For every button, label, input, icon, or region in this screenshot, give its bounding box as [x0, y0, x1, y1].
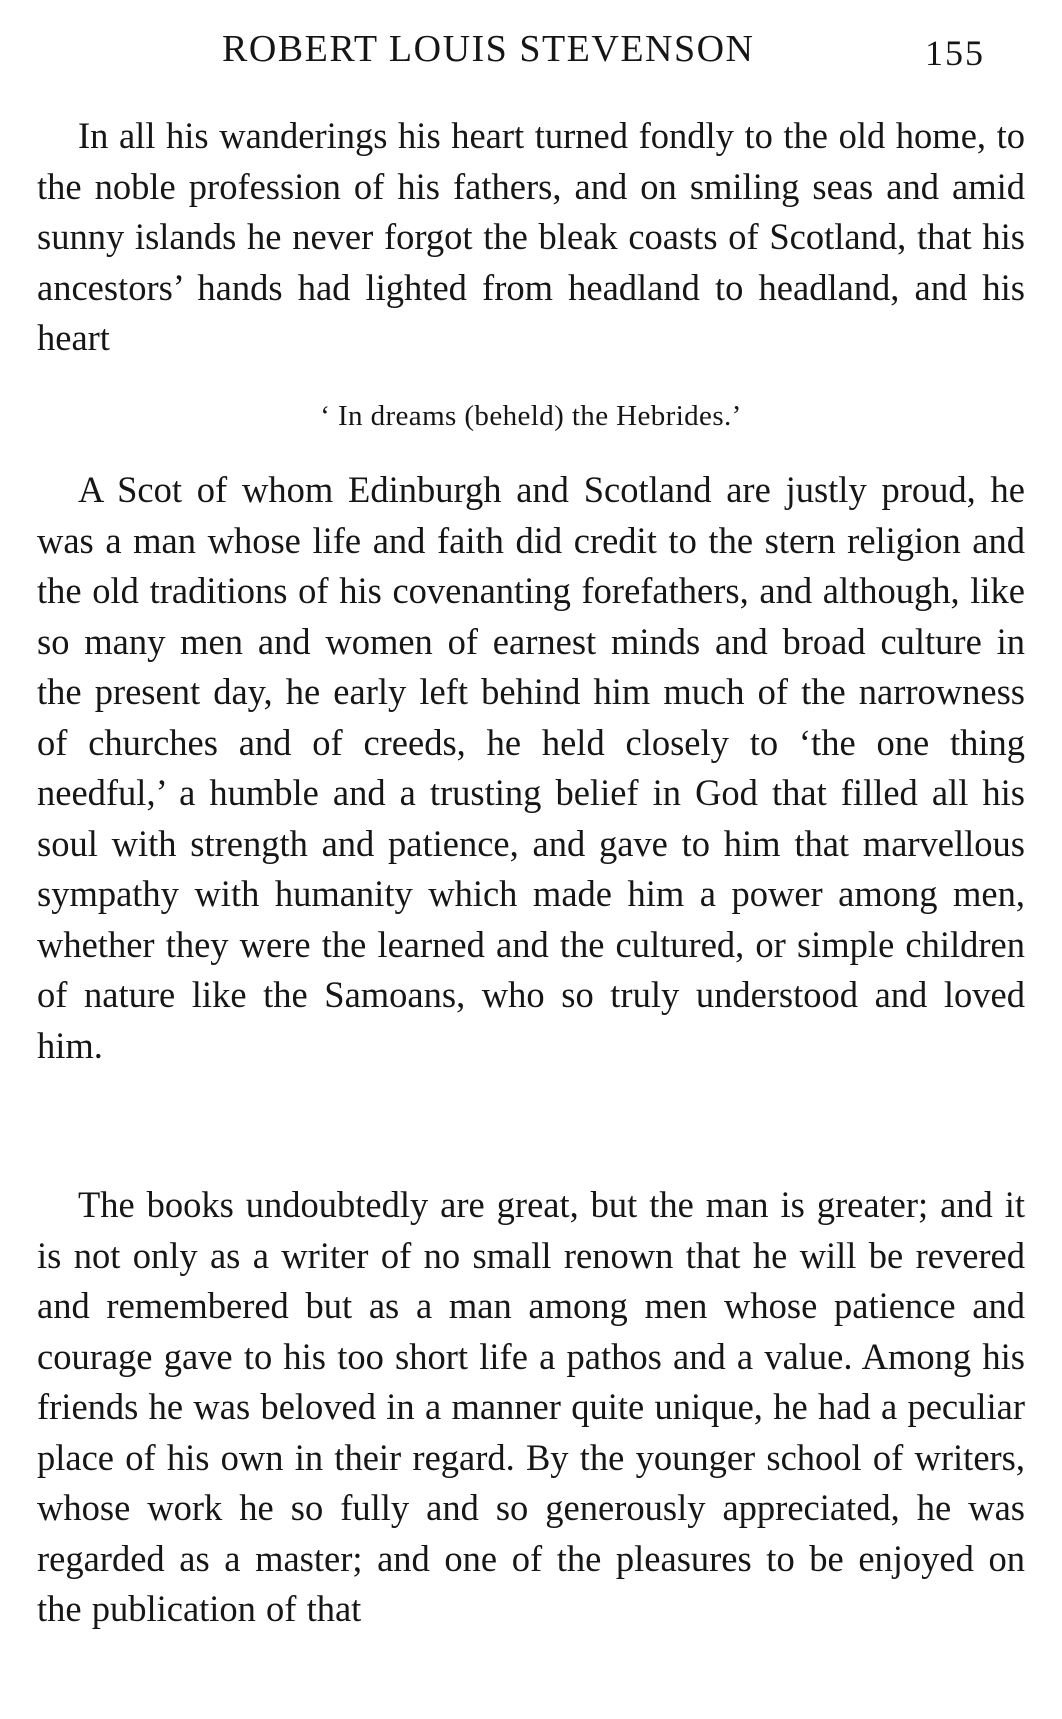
page-header [0, 22, 1062, 82]
running-head: ROBERT LOUIS STEVENSON [222, 28, 755, 70]
page-number: 155 [925, 33, 985, 73]
paragraph-3-block [37, 1180, 1025, 1635]
block-quotation: ‘ In dreams (beheld) the Hebrides.’ [320, 400, 742, 432]
paragraph: A Scot of whom Edinburgh and Scotland are justly proud, he was a man whose life and faith did credit to the stern religion and the old traditions of his covenanting forefathers, and although, like so many men and women of earnest minds and broad culture in the present day, he early left behind him much of the narrowness of churches and of creeds, he held closely to ‘the one thing needful,’ a humble and a trusting belief in God that filled all his soul with strength and patience, and gave to him that marvellous sympathy with humanity which made him a power among men, whether they were the learned and the cultured, or simple children of nature like the Samoans, who so truly understood and loved him. [37, 469, 1025, 1066]
paragraph-1-block [37, 111, 1025, 364]
paragraph-2-block [37, 465, 1025, 1071]
paragraph: The books undoubtedly are great, but the man is greater; and it is not only as a writer of no small renown that he will be revered and remembered but as a man among men whose patience and courage gave to his too short life a pathos and a value. Among his friends he was beloved in a manner quite unique, he had a peculiar place of his own in their regard. By the younger school of writers, whose work he so fully and so generously appreciated, he was regarded as a master; and one of the pleasures to be enjoyed on the publication of that [37, 1184, 1025, 1629]
paragraph: In all his wanderings his heart turned fondly to the old home, to the noble profession of his fathers, and on smiling seas and amid sunny islands he never forgot the bleak coasts of Scotland, that his ancestors’ hands had lighted from headland to headland, and his heart [37, 115, 1025, 358]
